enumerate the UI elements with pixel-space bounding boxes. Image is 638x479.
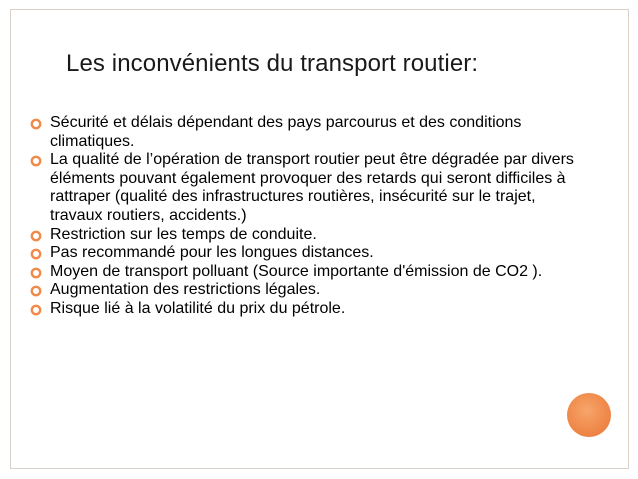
ring-bullet-icon [30, 114, 44, 132]
ring-bullet-icon [30, 300, 44, 318]
bullet-text: Augmentation des restrictions légales. [50, 281, 321, 299]
bullet-text: Moyen de transport polluant (Source importante d'émission de CO2 ). [50, 262, 543, 280]
bullet-item [30, 226, 590, 245]
bullet-text: La qualité de l’opération de transport routier peut être dégradée par divers éléments pouvant également provoquer des retards qui seront difficiles à rattraper (qualité des infrastructures routières, insécurité sur le trajet, travaux routiers, accidents.) [50, 151, 574, 224]
bullet-item [30, 300, 590, 319]
ring-bullet-icon [30, 226, 44, 244]
ring-bullet-icon [30, 151, 44, 169]
bullet-text: Risque lié à la volatilité du prix du pétrole. [50, 299, 346, 317]
bullet-list [30, 114, 590, 319]
ring-bullet-icon [30, 281, 44, 299]
bullet-item [30, 114, 590, 151]
bullet-item [30, 244, 590, 263]
bullet-item [30, 263, 590, 282]
slide-border-bottom [10, 468, 629, 469]
bullet-item [30, 151, 590, 225]
slide-border-top [10, 9, 629, 10]
bullet-text: Sécurité et délais dépendant des pays parcourus et des conditions climatiques. [50, 114, 522, 150]
ring-bullet-icon [30, 244, 44, 262]
slide-title: Les inconvénients du transport routier: [66, 50, 479, 77]
slide-border-right [628, 9, 629, 469]
bullet-item [30, 281, 590, 300]
slide-border-left [10, 9, 11, 469]
ring-bullet-icon [30, 263, 44, 281]
decorative-orange-circle [567, 393, 611, 437]
bullet-text: Pas recommandé pour les longues distances. [50, 244, 374, 262]
bullet-text: Restriction sur les temps de conduite. [50, 225, 317, 243]
